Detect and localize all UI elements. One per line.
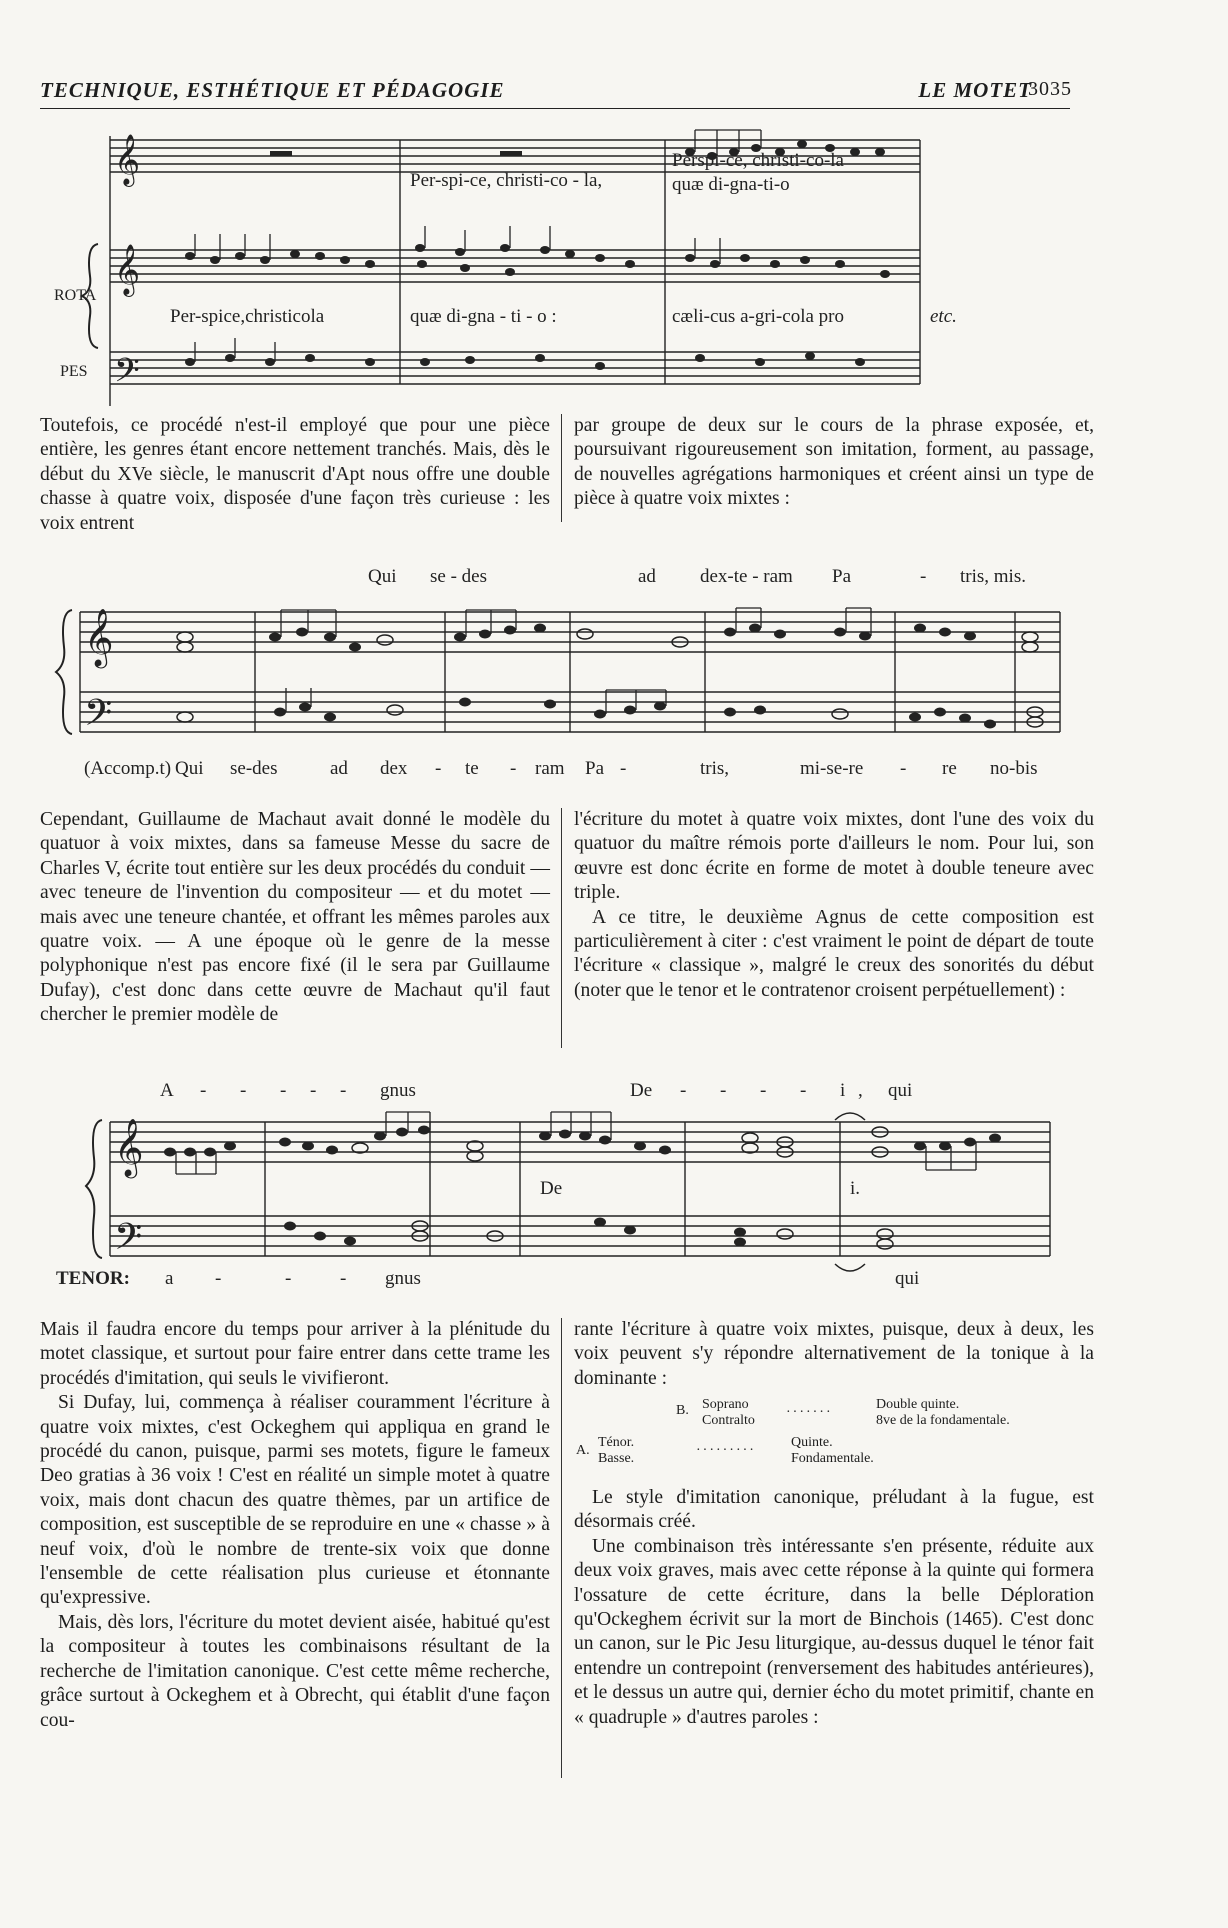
lyrics-top-row: Qui se - des ad dex-te - ram Pa - tris, mis. (368, 566, 1026, 587)
score-qui-sedes (40, 552, 1080, 802)
agnus-mid-de: De (540, 1178, 563, 1199)
para3-left: Mais il faudra encore du temps pour arriver à la plénitude du motet classique, et surtout pour faire entrer dans cette trame les procédés d'imitation, qui seuls le vivifieront. Si Dufay, lui, commença à réaliser couramment l'écriture à quatre voix mixtes, c'est Ockeghem qui appliqua en grand le procédé du canon, puisque, parmi ses motets, figure le fameux Deo gratias à 36 voix ! C'est en réalité un simple motet à quatre voix, mais dont chacun des quatre thèmes, par un artifice de composition, est susceptible de se reproduire en une « chasse » à neuf voix, d'où le nombre de trente-six voix que donne l'ensemble de cette réalisation plus curieuse et étonnante qu'expressive. Mais, dès lors, l'écriture du motet devient aisée, habitué qu'est la compositeur à toutes les combinaisons résultant de la recherche de l'imitation canonique. C'est cette même recherche, grâce surtout à Ockeghem et à Obrecht, qui établit d'une façon cou- (40, 1319, 550, 1731)
music-example-agnus (40, 1066, 1080, 1306)
lyric-rota-f: cæli-cus a-gri-cola pro (672, 306, 844, 327)
svg-text:𝄞: 𝄞 (84, 608, 114, 666)
svg-text:𝄞: 𝄞 (114, 244, 141, 295)
voice-label-rota: ROTA (54, 287, 97, 304)
lyric-etc: etc. (930, 306, 957, 327)
running-header (40, 78, 1072, 110)
score-rota (40, 126, 1080, 416)
para3-right-b: Le style d'imitation canonique, préludant à la fugue, est désormais créé. Une combinaison très intéressante s'en présente, réduite aux deux voix graves, mais avec cette réponse à la quinte qui formera l'ossature de cette écriture, dans la belle Déploration qu'Ockeghem écrivit sur la mort de Binchois (1465). C'est donc un canon, sur le Pic Jesu liturgique, au-dessus duquel le ténor fait entendre un contrepoint (renversement des habitudes antérieures), et le dessus un autre qui, dernier écho du motet primitif, chante en « quadruple » d'autres paroles : (574, 1487, 1094, 1728)
music-example-qui-sedes (40, 552, 1080, 802)
lyric-rota-d: Per-spice,christicola (170, 306, 325, 327)
header-title-right: LE MOTET (918, 78, 1032, 102)
para1-right: par groupe de deux sur le cours de la phrase exposée, et, poursuivant rigoureusement son imitation, forment, au passage, de nouvelles agrégations harmoniques et créent ainsi un type de pièce à quatre voix mixtes : (574, 415, 1094, 510)
voice-label-pes: PES (60, 363, 88, 380)
music-example-rota (40, 126, 1080, 416)
column-rule-2 (561, 808, 562, 1048)
svg-text:𝄞: 𝄞 (114, 1118, 144, 1176)
column-rule (561, 414, 562, 522)
para2-left: Cependant, Guillaume de Machaut avait donné le modèle du quatuor à voix mixtes, dans sa fameuse Messe du sacre de Charles V, écrite tout entière sur les deux procédés du conduit — avec teneure de l'invention du compositeur — et du motet — mais avec une teneure chantée, et offrant les mêmes paroles aux quatre voix. — A une époque où le genre de la messe polyphonique n'est pas encore fixé (il le sera par Guillaume Dufay), c'est donc dans cette œuvre de Machaut qu'il faut chercher le premier modèle de (40, 809, 550, 1026)
lyrics-bottom-row: (Accomp.t) Qui se-des ad dex - te - ram Pa - tris, mi-se-re - re no-bis (84, 758, 1038, 779)
para1-left: Toutefois, ce procédé n'est-il employé que pour une pièce entière, les genres étant encore nettement tranchés. Mais, dès le début du XVe siècle, le manuscrit d'Apt nous offre une double chasse à quatre voix, disposée d'une façon très curieuse : les voix entrent (40, 415, 550, 534)
lyric-rota-e: quæ di-gna - ti - o : (410, 306, 557, 327)
agnus-mid-i: i. (850, 1178, 861, 1199)
agnus-bottom-lyrics: a - - - gnus qui (165, 1268, 920, 1289)
voice-table: B. Soprano Contralto ······· Double quinte. 8ve de la fondamentale. A. Ténor. Basse. ········· Quinte. Fondamentale. (576, 1397, 1010, 1466)
lyric-rota-b: Perspi-ce, christi-co-la (672, 150, 844, 171)
para2-right: l'écriture du motet à quatre voix mixtes, dont l'une des voix du quatuor du maître rémois porte d'ailleurs le nom. Pour lui, son œuvre est donc écrite en forme de motet à double teneure avec triple. A ce titre, le deuxième Agnus de cette composition est particulièrement à citer : c'est vraiment le point de départ de toute l'écriture « classique », malgré le creux des sonorités du début (noter que le tenor et le contratenor croisent perpétuellement) : (574, 809, 1094, 1001)
tenor-label: TENOR: (56, 1268, 130, 1289)
para3-right-a: rante l'écriture à quatre voix mixtes, puisque, deux à deux, les voix peuvent s'y répondre alternativement de la tonique à la dominante : (574, 1319, 1094, 1389)
svg-text:𝄞: 𝄞 (114, 134, 141, 185)
header-title-left: TECHNIQUE, ESTHÉTIQUE ET PÉDAGOGIE (40, 78, 505, 102)
agnus-top-lyrics: A - - - - - gnus De - - - - i , qui (160, 1080, 913, 1101)
svg-text:𝄢: 𝄢 (84, 692, 113, 743)
header-rule (40, 108, 1070, 109)
svg-text:𝄢: 𝄢 (114, 352, 140, 398)
page-number: 3035 (1028, 78, 1072, 100)
column-rule-3 (561, 1318, 562, 1778)
score-agnus (40, 1066, 1080, 1306)
lyric-rota-a: Per-spi-ce, christi-co - la, (410, 170, 603, 191)
lyric-rota-c: quæ di-gna-ti-o (672, 174, 790, 195)
svg-text:𝄢: 𝄢 (114, 1216, 143, 1267)
